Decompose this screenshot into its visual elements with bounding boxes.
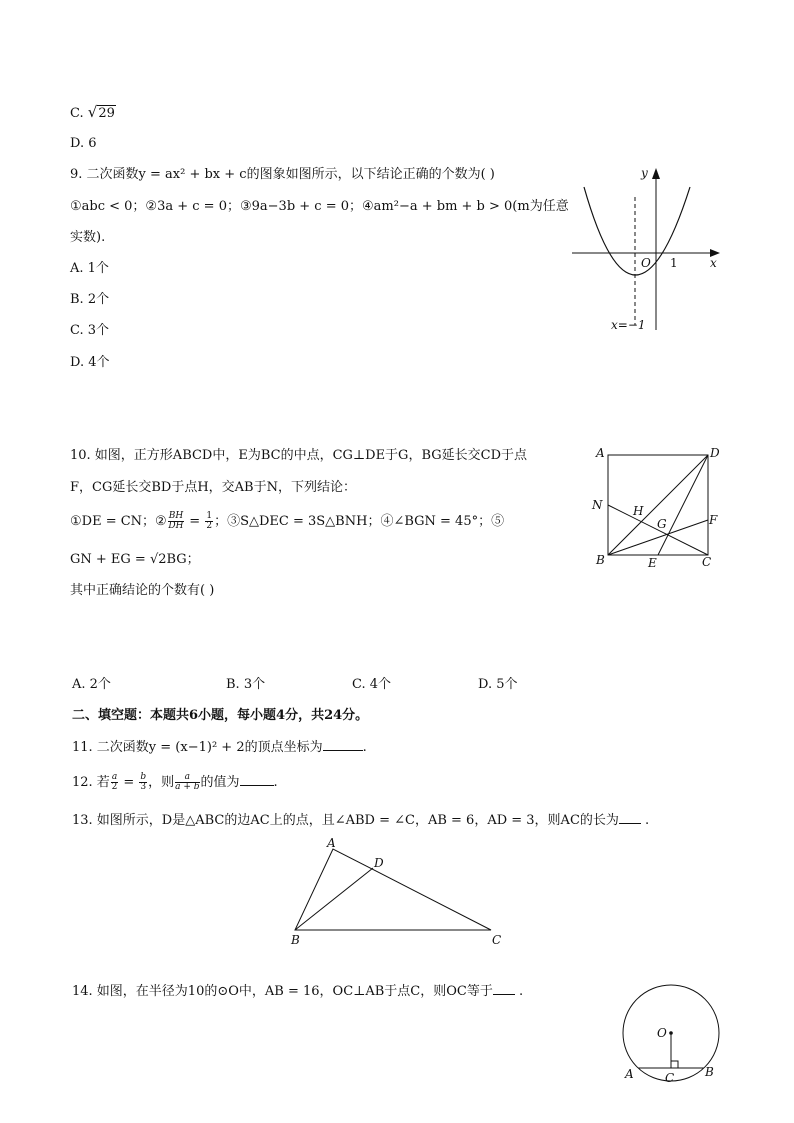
y-axis-label: y [641, 166, 648, 180]
q11-end: . [362, 740, 367, 755]
diagonal-bd [608, 455, 708, 555]
q9-conditions-line1: ①abc < 0；②3a + c = 0；③9a−3b + c = 0；④am²−a + bm + b > 0(m为任意 [70, 199, 569, 214]
frac-numerator: 1 [206, 511, 213, 521]
label-c: C [702, 555, 712, 569]
label-b: B [291, 933, 300, 947]
q11-answer-blank[interactable] [323, 738, 363, 751]
sqrt-sign: √ [87, 103, 98, 121]
q14-text: 14. 如图，在半径为10的⊙O中，AB = 16，OC⊥AB于点C，则OC等于 [72, 984, 493, 999]
q11 [72, 738, 367, 756]
label-e: E [648, 556, 657, 570]
q9-conditions-line2: 实数). [70, 230, 106, 245]
q14 [72, 982, 523, 1000]
q12-frac-b3 [139, 773, 147, 792]
label-h: H [633, 504, 644, 518]
triangle-abc [295, 849, 491, 930]
equals: = [185, 514, 205, 529]
label-d: D [374, 856, 384, 870]
q12-frac-a-over-ab [175, 773, 199, 792]
one-label: 1 [670, 256, 678, 270]
frac-numerator: BH [168, 511, 184, 521]
q13 [72, 811, 649, 829]
label-b: B [596, 553, 605, 567]
q13-end: . [640, 813, 650, 828]
q12-answer-blank[interactable] [240, 773, 274, 786]
frac-denominator: a + b [175, 782, 200, 792]
frac-denominator: 2 [206, 521, 213, 531]
q10-line4: GN + EG = √2BG； [70, 552, 200, 567]
q10-option-d: D. 5个 [478, 677, 518, 692]
q8-option-c-label: C. [70, 106, 88, 121]
q9-option-d: D. 4个 [70, 355, 110, 370]
q9-stem: 9. 二次函数y = ax² + bx + c的图象如图所示，以下结论正确的个数为( ) [70, 167, 495, 182]
q12-prefix: 12. 若 [72, 775, 110, 790]
q13-triangle-figure [285, 835, 515, 950]
label-a: A [625, 1067, 634, 1081]
label-b: B [705, 1065, 714, 1079]
q14-circle-figure [615, 985, 730, 1085]
frac-numerator: b [140, 772, 147, 782]
q12-mid: ，则 [148, 775, 175, 790]
label-g: G [657, 517, 667, 531]
label-o: O [657, 1026, 667, 1040]
label-d: D [710, 446, 720, 460]
q12-suffix: 的值为 [200, 775, 240, 790]
q10-conclusions-line [70, 512, 504, 532]
q8-option-c-radicand: 29 [98, 106, 115, 121]
q10-option-b: B. 3个 [226, 677, 266, 692]
q8-option-d: D. 6 [70, 136, 97, 151]
q10-frac-bh-dh [168, 512, 184, 531]
frac-denominator: 3 [140, 782, 147, 792]
label-a: A [327, 836, 336, 850]
q10-square-figure [590, 445, 730, 575]
label-c: C [492, 933, 502, 947]
q10-line1: 10. 如图，正方形ABCD中，E为BC的中点，CG⊥DE于G，BG延长交CD于点 [70, 448, 527, 463]
q10-conclusion-1: ①DE = CN；② [70, 514, 167, 529]
q11-text: 11. 二次函数y = (x−1)² + 2的顶点坐标为 [72, 740, 323, 755]
segment-bd [295, 868, 373, 930]
center-dot [669, 1031, 673, 1035]
y-axis-arrow-icon [652, 168, 660, 179]
q10-frac-half [205, 512, 213, 531]
q10-line2: F，CG延长交BD于点H，交AB于N，下列结论： [70, 480, 356, 495]
x-axis-label: x [710, 256, 717, 270]
q12-end: . [273, 775, 278, 790]
frac-numerator: a [175, 773, 199, 783]
q10-option-a: A. 2个 [72, 677, 111, 692]
origin-label: O [641, 256, 651, 270]
q13-answer-blank[interactable] [619, 811, 641, 824]
frac-numerator: a [111, 772, 118, 782]
q9-parabola-figure [570, 165, 730, 335]
q14-answer-blank[interactable] [493, 982, 515, 995]
q8-option-c [70, 104, 116, 122]
label-a: A [596, 446, 605, 460]
q9-option-a: A. 1个 [70, 261, 109, 276]
right-angle-icon [671, 1061, 678, 1068]
q10-conclusion-3-5: ；③S△DEC = 3S△BNH；④∠BGN = 45°；⑤ [214, 514, 505, 529]
q12 [72, 772, 278, 794]
q9-option-b: B. 2个 [70, 292, 110, 307]
segment-de [658, 455, 708, 555]
frac-denominator: 2 [111, 782, 118, 792]
q14-end: . [514, 984, 524, 999]
label-f: F [709, 513, 718, 527]
label-c: C [665, 1071, 675, 1085]
q9-option-c: C. 3个 [70, 323, 110, 338]
q10-line5: 其中正确结论的个数有( ) [70, 583, 215, 598]
label-n: N [592, 498, 603, 512]
section-2-heading: 二、填空题：本题共6小题，每小题4分，共24分。 [72, 708, 369, 723]
frac-denominator: DH [168, 521, 184, 531]
q13-text: 13. 如图所示，D是△ABC的边AC上的点，且∠ABD = ∠C，AB = 6，AD = 3，则AC的长为 [72, 813, 619, 828]
equals: = [119, 775, 139, 790]
symmetry-axis-label: x=−1 [611, 318, 646, 332]
q10-option-c: C. 4个 [352, 677, 392, 692]
q12-frac-a2 [111, 773, 118, 792]
